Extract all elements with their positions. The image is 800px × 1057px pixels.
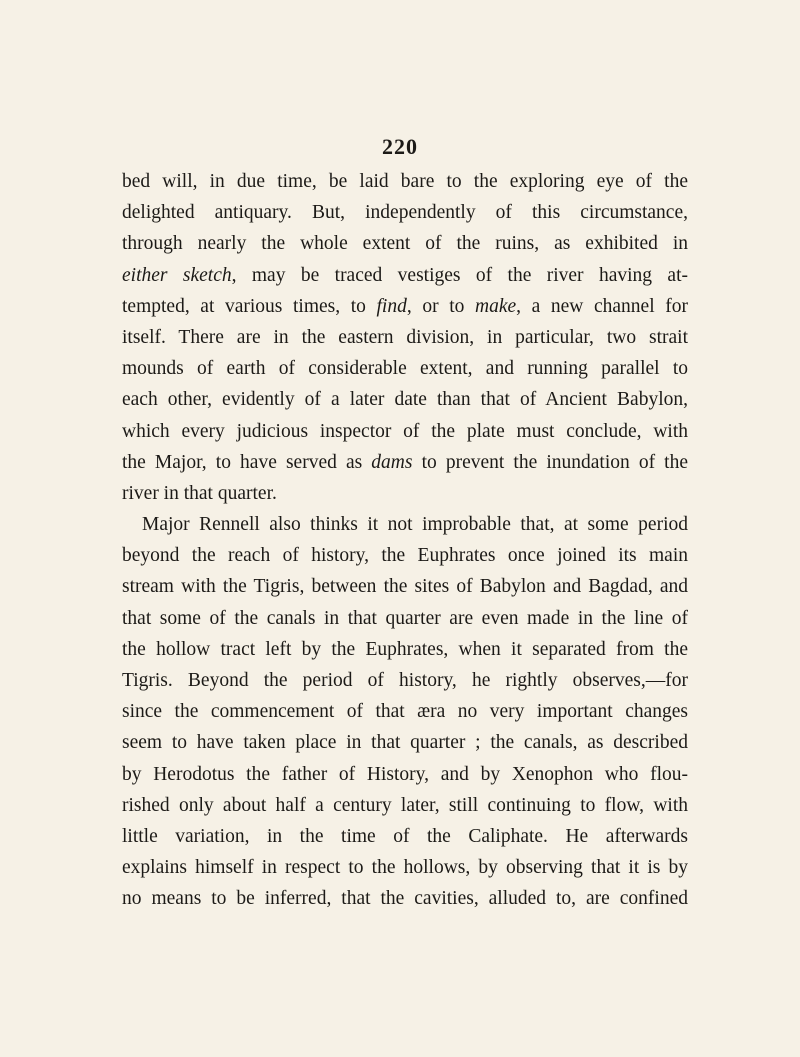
text-line bbox=[122, 260, 688, 291]
text-line bbox=[122, 883, 688, 914]
text-segment: little variation, in the time of the Caliphate. He afterwards bbox=[122, 825, 688, 847]
text-segment: delighted antiquary. But, independently of this circumstance, bbox=[122, 202, 688, 224]
text-segment: to prevent the inundation of the bbox=[412, 451, 689, 473]
text-segment: by Herodotus the father of History, and by Xenophon who flou- bbox=[122, 763, 688, 785]
text-segment: beyond the reach of history, the Euphrates once joined its main bbox=[122, 545, 688, 567]
text-line bbox=[122, 759, 688, 790]
text-segment: itself. There are in the eastern division, in particular, two strait bbox=[122, 326, 688, 348]
text-segment: Tigris. Beyond the period of history, he rightly observes,—for bbox=[122, 670, 688, 691]
text-segment: each other, evidently of a later date than that of Ancient Babylon, bbox=[122, 389, 688, 411]
text-line bbox=[122, 790, 688, 821]
text-segment: , or to bbox=[406, 295, 475, 317]
text-segment: tempted, at various times, to bbox=[122, 295, 377, 317]
text-line bbox=[122, 571, 688, 602]
italic-text: either sketch bbox=[122, 264, 232, 286]
text-segment: which every judicious inspector of the plate must conclude, with bbox=[122, 420, 688, 442]
text-segment: stream with the Tigris, between the sites of Babylon and Bagdad, and bbox=[122, 576, 688, 598]
text-segment: the hollow tract left by the Euphrates, when it separated from the bbox=[122, 638, 688, 660]
text-line bbox=[122, 540, 688, 571]
text-line bbox=[122, 603, 688, 634]
text-segment: no means to be inferred, that the cavities, alluded to, are confined bbox=[122, 888, 688, 910]
text-line bbox=[122, 665, 688, 696]
body-text bbox=[122, 166, 688, 915]
text-line bbox=[122, 727, 688, 758]
text-line bbox=[122, 384, 688, 415]
italic-text: make bbox=[474, 295, 517, 317]
text-line bbox=[122, 852, 688, 883]
text-segment: the Major, to have served as bbox=[122, 451, 372, 473]
text-segment: seem to have taken place in that quarter ; the canals, as described bbox=[122, 732, 688, 754]
italic-text: find bbox=[376, 295, 407, 317]
text-segment: , may be traced vestiges of the river having at- bbox=[231, 264, 688, 286]
text-line bbox=[122, 166, 688, 197]
text-segment: bed will, in due time, be laid bare to the exploring eye of the bbox=[122, 171, 688, 192]
text-line bbox=[122, 696, 688, 727]
text-segment: river in that quarter. bbox=[122, 482, 277, 504]
text-segment: , a new channel for bbox=[516, 295, 688, 317]
text-line bbox=[122, 353, 688, 384]
text-segment: rished only about half a century later, still continuing to flow, with bbox=[122, 794, 688, 816]
text-line bbox=[122, 197, 688, 228]
text-segment: mounds of earth of considerable extent, and running parallel to bbox=[122, 358, 688, 380]
text-line bbox=[122, 821, 688, 852]
text-line bbox=[122, 478, 688, 509]
text-line bbox=[122, 291, 688, 322]
italic-text: dams bbox=[371, 451, 413, 473]
text-segment: that some of the canals in that quarter are even made in the line of bbox=[122, 607, 688, 629]
text-line bbox=[122, 447, 688, 478]
text-line bbox=[122, 228, 688, 259]
page-number: 220 bbox=[382, 134, 418, 159]
text-segment: explains himself in respect to the hollows, by observing that it is by bbox=[122, 857, 688, 879]
text-line bbox=[122, 634, 688, 665]
text-segment: since the commencement of that æra no very important changes bbox=[122, 701, 688, 723]
text-segment: Major Rennell also thinks it not improbable that, at some period bbox=[142, 514, 688, 536]
text-line bbox=[122, 416, 688, 447]
text-line bbox=[122, 322, 688, 353]
text-segment: through nearly the whole extent of the ruins, as exhibited in bbox=[122, 233, 688, 255]
text-line bbox=[122, 509, 688, 540]
